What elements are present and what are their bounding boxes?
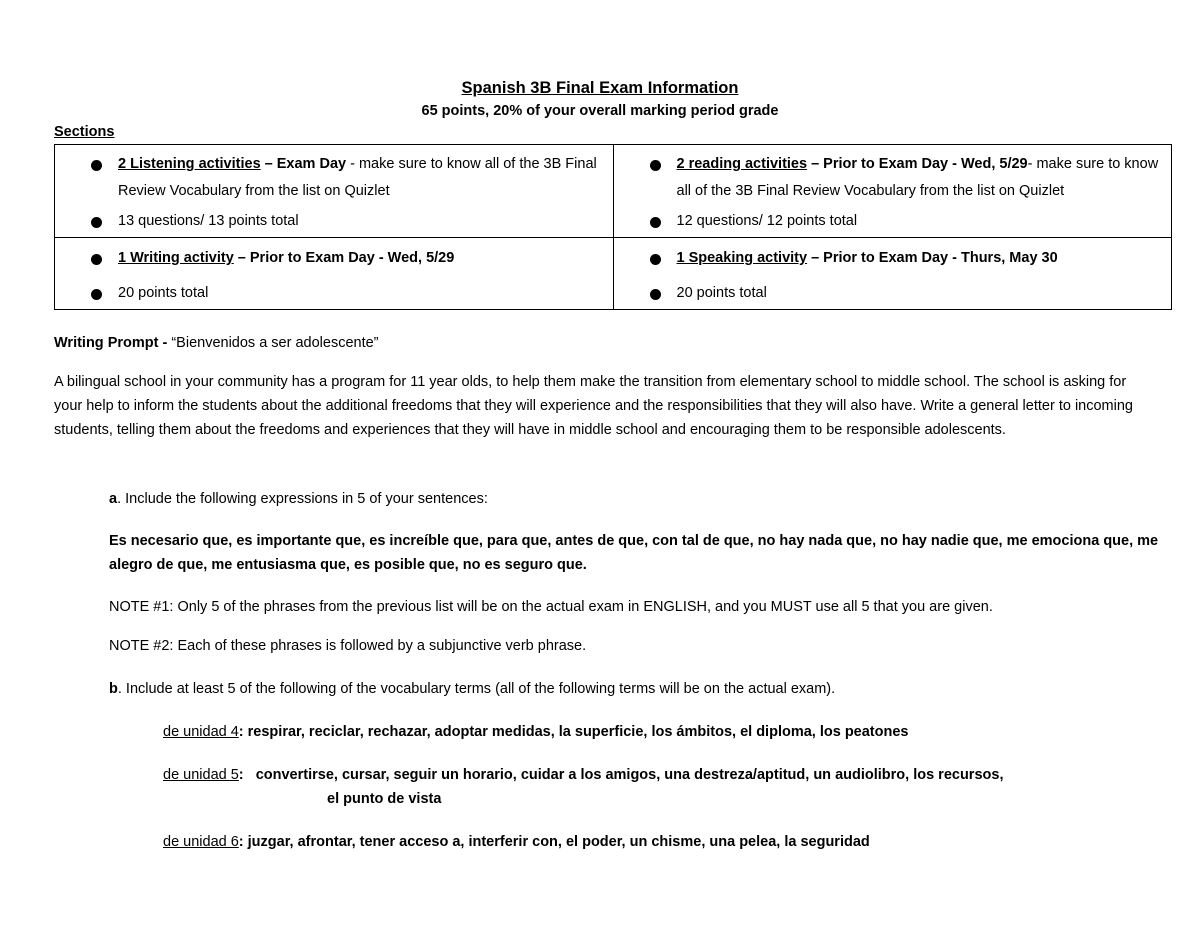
speaking-cell (613, 238, 1172, 310)
writing-prompt-heading: Writing Prompt - “Bienvenidos a ser adolescente” (54, 335, 379, 351)
writing-points: 20 points total (118, 285, 209, 301)
bullet-icon (91, 160, 102, 171)
reading-cell (613, 145, 1172, 238)
page-title: Spanish 3B Final Exam Information (461, 79, 739, 97)
sections-heading: Sections (54, 124, 115, 140)
bullet-icon (650, 289, 661, 300)
listening-activity: 2 Listening activities – Exam Day - make sure to know all of the 3B Final Review Vocabulary from the list on Quizlet (118, 156, 597, 199)
note-1: NOTE #1: Only 5 of the phrases from the previous list will be on the actual exam in ENGLISH, and you MUST use all 5 that you are given. (109, 599, 993, 615)
instruction-b: b. Include at least 5 of the following of the vocabulary terms (all of the following terms will be on the actual exam). (109, 681, 836, 697)
bullet-icon (650, 254, 661, 265)
unit-5-vocab: de unidad 5: convertirse, cursar, seguir un horario, cuidar a los amigos, una destreza/aptitud, un audiolibro, los recursos, (163, 767, 1004, 783)
bullet-icon (650, 160, 661, 171)
bullet-icon (91, 254, 102, 265)
bullet-icon (91, 289, 102, 300)
writing-cell (55, 238, 614, 310)
bullet-icon (650, 217, 661, 228)
speaking-points: 20 points total (676, 285, 767, 301)
writing-activity: 1 Writing activity – Prior to Exam Day - Wed, 5/29 (118, 250, 455, 266)
note-2: NOTE #2: Each of these phrases is followed by a subjunctive verb phrase. (109, 638, 587, 654)
unit-4-vocab: de unidad 4: respirar, reciclar, rechazar, adoptar medidas, la superficie, los ámbitos, el diploma, los peatones (163, 724, 909, 740)
bullet-icon (91, 217, 102, 228)
listening-points: 13 questions/ 13 points total (118, 213, 299, 229)
expressions-list: Es necesario que, es importante que, es increíble que, para que, antes de que, con tal de que, no hay nada que, no hay nadie que, me emociona que, me alegro de que, me entusiasma que, es posible que, no es seguro que. (109, 533, 1159, 573)
speaking-activity: 1 Speaking activity – Prior to Exam Day - Thurs, May 30 (676, 250, 1058, 266)
reading-activity: 2 reading activities – Prior to Exam Day - Wed, 5/29- make sure to know all of the 3B Final Review Vocabulary from the list on Quizlet (676, 156, 1159, 199)
instruction-a: a. Include the following expressions in 5 of your sentences: (109, 491, 488, 507)
unit-5-vocab-continued: el punto de vista (327, 791, 442, 807)
listening-cell (55, 145, 614, 238)
sections-table (54, 144, 1172, 310)
writing-prompt-body: A bilingual school in your community has a program for 11 year olds, to help them make the transition from elementary school to middle school. The school is asking for your help to inform the students about the additional freedoms that they will experience and the responsibilities that they will also have. Write a general letter to incoming students, telling them about the freedoms and experiences that they will have in middle school and encouraging them to be responsible adolescents. (54, 374, 1133, 438)
unit-6-vocab: de unidad 6: juzgar, afrontar, tener acceso a, interferir con, el poder, un chisme, una pelea, la seguridad (163, 834, 870, 850)
page-subtitle: 65 points, 20% of your overall marking period grade (421, 103, 779, 119)
reading-points: 12 questions/ 12 points total (676, 213, 858, 229)
